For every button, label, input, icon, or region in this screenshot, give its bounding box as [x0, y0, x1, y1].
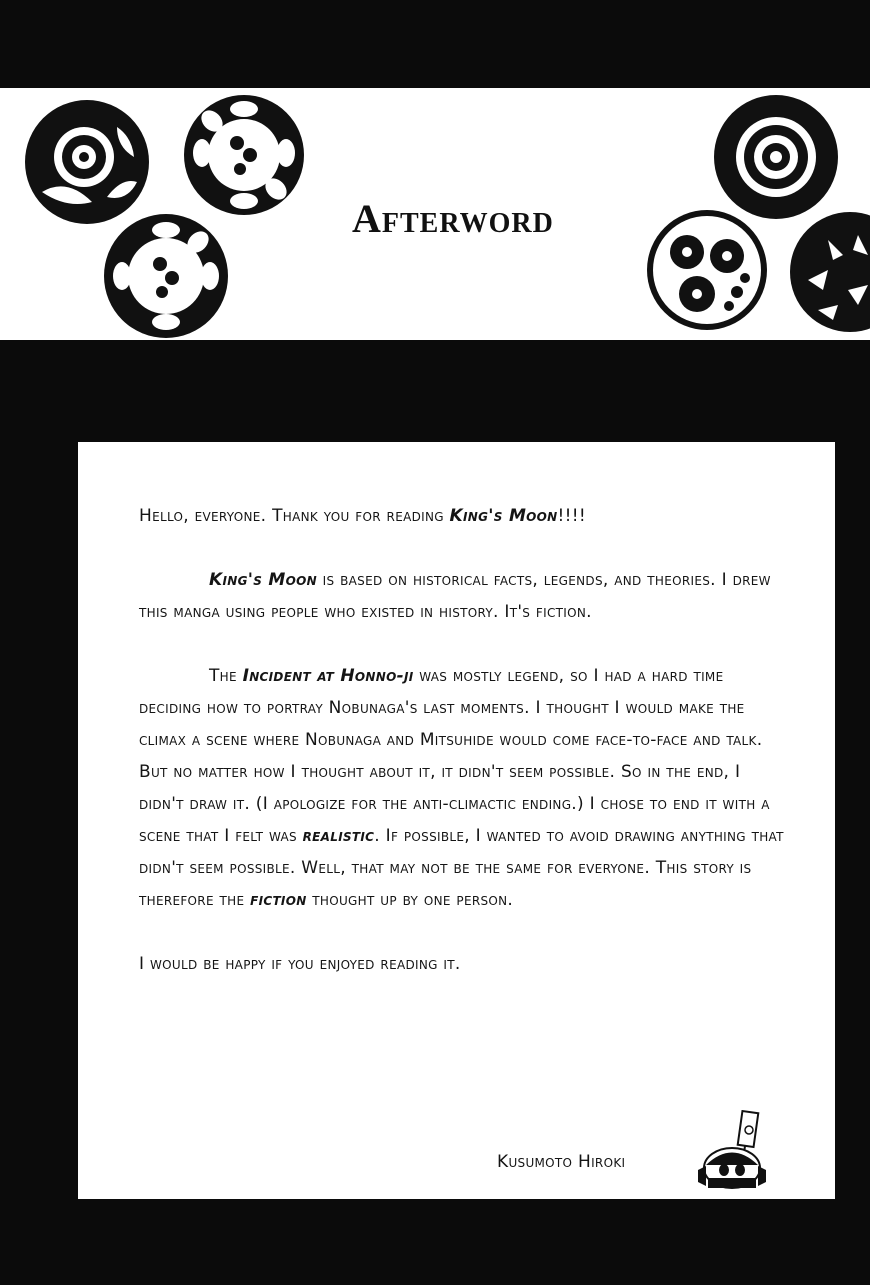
paragraph-2-text-1: was mostly legend, so I had a hard time deciding how to portray Nobunaga's last moments. I thought I would make the climax a scene where Nobunaga and Mitsuhide would come face-to-face and talk. But no matter how I thought about it, it didn't seem possible. So in the end, I didn't draw it. (I apologize for the anti-climactic ending.) I chose to end it with a scene that I felt was	[139, 666, 770, 846]
incident-title: Incident at Honno-ji	[242, 666, 414, 686]
paragraph-2-pre: The	[209, 666, 243, 686]
emphasis-fiction: fiction	[250, 890, 307, 910]
greeting-paragraph	[139, 500, 789, 532]
series-title: King's Moon	[209, 570, 317, 590]
maple-leaf-crest-icon	[788, 210, 870, 335]
paragraph-1	[139, 564, 789, 628]
emphasis-realistic: realistic	[302, 826, 375, 846]
author-signature: Kusumoto Hiroki	[497, 1152, 626, 1172]
paragraph-2-text-2: . If possible, I wanted to avoid drawing anything that didn't seem possible. Well, that may not be the same for everyone. This story is therefore the	[139, 826, 784, 910]
bush-clover-crest-icon	[182, 93, 307, 218]
plum-blossom-crest-icon	[645, 208, 770, 333]
greeting-text: Hello, everyone. Thank you for reading	[139, 506, 450, 526]
chrysanthemum-crest-icon	[712, 93, 840, 221]
series-title: King's Moon	[449, 506, 558, 526]
greeting-exclaim: !!!!	[557, 506, 586, 526]
page-title: Afterword	[352, 196, 554, 241]
closing-line: I would be happy if you enjoyed reading it.	[139, 954, 461, 974]
paragraph-2-text-3: thought up by one person.	[306, 890, 514, 910]
paragraph-1-text: is based on historical facts, legends, and theories. I drew this manga using people who existed in history. It's fiction.	[139, 570, 771, 622]
paragraph-2	[139, 660, 789, 916]
afterword-letter	[139, 500, 789, 1012]
bush-clover-crest-icon	[102, 212, 230, 340]
mascot-icon	[690, 1110, 780, 1195]
peony-crest-icon	[22, 97, 152, 227]
